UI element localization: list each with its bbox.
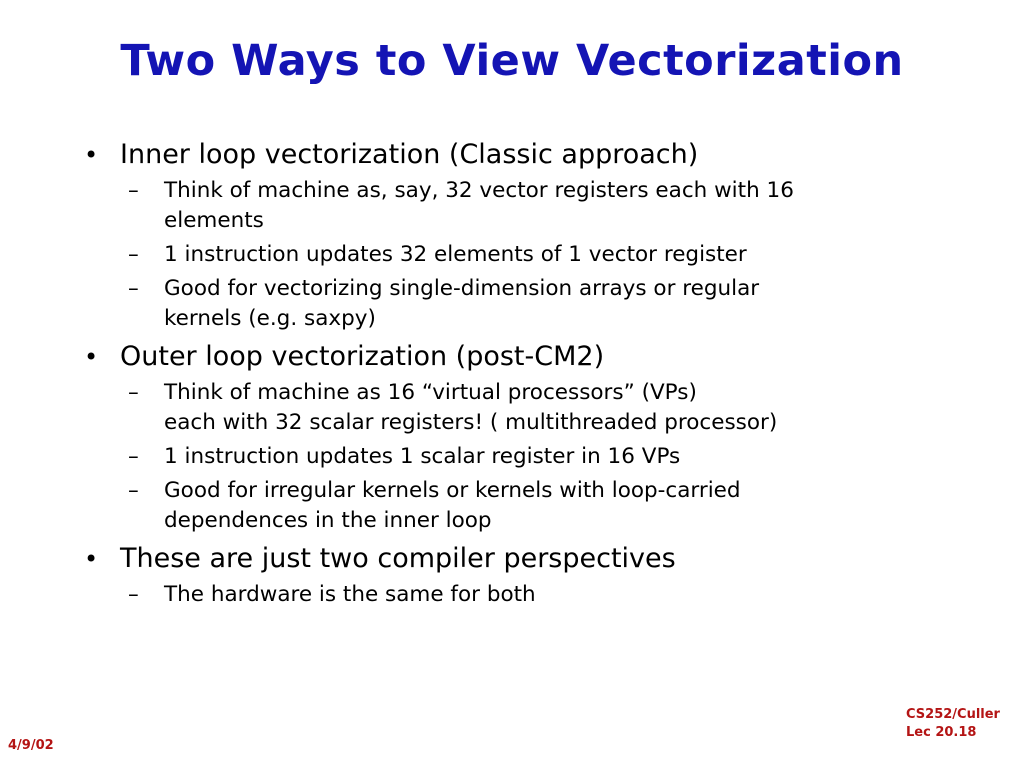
sub-bullet-text: kernels (e.g. saxpy) (164, 306, 376, 331)
bullet-item (84, 138, 964, 172)
dash-icon: – (128, 478, 139, 503)
sub-bullet-text: Good for irregular kernels or kernels with loop-carried (164, 478, 741, 503)
sub-bullet-item (84, 176, 964, 236)
dash-icon: – (128, 444, 139, 469)
bullet-text: These are just two compiler perspectives (120, 543, 676, 574)
sub-bullet-text: dependences in the inner loop (164, 508, 492, 533)
sub-bullet-text: Think of machine as 16 “virtual processors” (VPs) (164, 380, 697, 405)
sub-bullet-item (84, 442, 964, 472)
footer-date: 4/9/02 (8, 738, 54, 753)
sub-bullet-text: each with 32 scalar registers! ( multithreaded processor) (164, 410, 778, 435)
dash-icon: – (128, 178, 139, 203)
sub-bullet-item (84, 580, 964, 610)
dash-icon: – (128, 582, 139, 607)
footer-lecture: Lec 20.18 (906, 725, 977, 740)
sub-bullet-text: Think of machine as, say, 32 vector registers each with 16 (164, 178, 794, 203)
sub-bullet-text: 1 instruction updates 1 scalar register in 16 VPs (164, 444, 681, 469)
slide-title: Two Ways to View Vectorization (120, 36, 904, 86)
sub-bullet-item (84, 240, 964, 270)
slide-body (84, 132, 964, 610)
sub-bullet-text: Good for vectorizing single-dimension arrays or regular (164, 276, 760, 301)
footer-course-info (906, 706, 1006, 742)
sub-bullet-item (84, 378, 964, 438)
dash-icon: – (128, 276, 139, 301)
bullet-icon: • (84, 141, 99, 169)
sub-bullet-item (84, 476, 964, 536)
bullet-item (84, 340, 964, 374)
bullet-icon: • (84, 545, 99, 573)
sub-bullet-text: The hardware is the same for both (164, 582, 536, 607)
sub-bullet-text: elements (164, 208, 264, 233)
bullet-text: Inner loop vectorization (Classic approach) (120, 139, 699, 170)
footer-course: CS252/Culler (906, 707, 1000, 722)
bullet-text: Outer loop vectorization (post-CM2) (120, 341, 605, 372)
dash-icon: – (128, 242, 139, 267)
bullet-item (84, 542, 964, 576)
bullet-icon: • (84, 343, 99, 371)
sub-bullet-text: 1 instruction updates 32 elements of 1 vector register (164, 242, 747, 267)
dash-icon: – (128, 380, 139, 405)
sub-bullet-item (84, 274, 964, 334)
